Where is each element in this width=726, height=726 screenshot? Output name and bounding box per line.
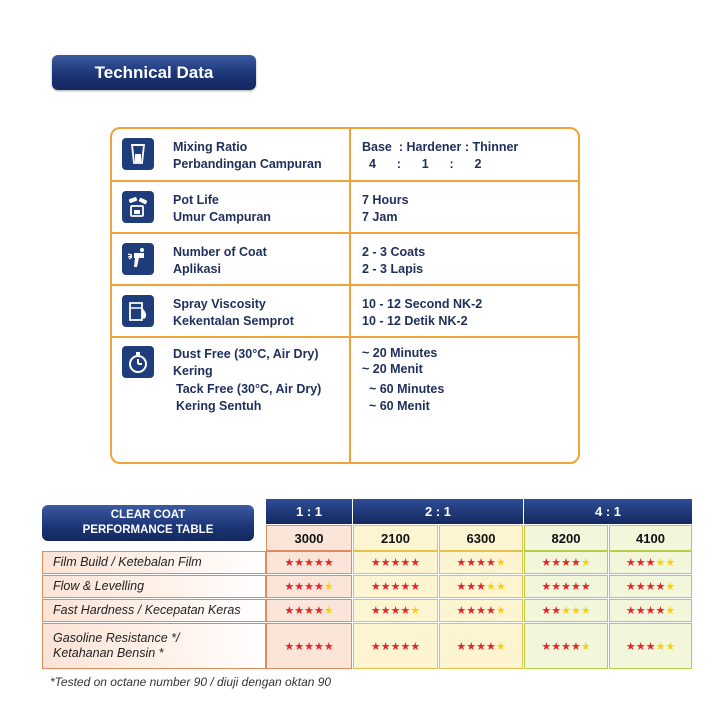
- star-icon: ★: [400, 605, 411, 617]
- star-icon: ★: [485, 557, 496, 569]
- star-icon: ★: [410, 581, 421, 593]
- pot-life-label-en: Pot Life: [173, 193, 219, 207]
- star-icon: ★: [485, 605, 496, 617]
- performance-header-line1: CLEAR COAT: [110, 509, 186, 521]
- star-icon: ★: [665, 605, 676, 617]
- star-icon: ★: [304, 640, 314, 653]
- tech-row-mixing-ratio: [112, 129, 578, 182]
- star-icon: ★: [645, 640, 656, 653]
- star-icon: ★: [541, 581, 552, 593]
- tack-free-value-en: ~ 60 Minutes: [362, 382, 445, 396]
- star-icon: ★: [456, 605, 467, 617]
- star-icon: ★: [580, 605, 591, 617]
- star-icon: ★: [284, 581, 295, 593]
- tack-free-label-en: Tack Free (30°C, Air Dry): [176, 382, 322, 396]
- star-icon: ★: [561, 605, 571, 617]
- star-icon: ★: [284, 605, 295, 617]
- star-icon: ★: [380, 581, 391, 593]
- star-icon: ★: [570, 605, 581, 617]
- star-icon: ★: [370, 640, 381, 653]
- star-icon: ★: [665, 581, 676, 593]
- star-icon: ★: [294, 581, 305, 593]
- star-icon: ★: [304, 557, 314, 569]
- flow-levelling-label: Flow & Levelling: [53, 579, 145, 593]
- star-icon: ★: [313, 581, 324, 593]
- mixing-ratio-label-en: Mixing Ratio: [173, 140, 248, 154]
- star-rating-2100-row-3: [353, 599, 438, 622]
- row-label-fast-hardness: [42, 599, 266, 622]
- tech-row-pot-life: [112, 182, 578, 234]
- star-icon: ★: [495, 605, 506, 617]
- star-icon: ★: [313, 605, 324, 617]
- star-icon: ★: [635, 640, 646, 653]
- star-rating-3000-row-4: [266, 623, 352, 669]
- star-icon: ★: [541, 605, 552, 617]
- star-icon: ★: [466, 581, 477, 593]
- star-icon: ★: [570, 581, 581, 593]
- row-label-film-build: [42, 551, 266, 574]
- tack-free-value-id: ~ 60 Menit: [362, 399, 430, 413]
- star-icon: ★: [635, 557, 646, 569]
- star-icon: ★: [294, 640, 305, 653]
- star-icon: ★: [495, 581, 506, 593]
- row-label-gasoline-resistance: [42, 623, 266, 669]
- star-icon: ★: [476, 581, 486, 593]
- star-icon: ★: [323, 581, 334, 593]
- star-icon: ★: [390, 605, 401, 617]
- star-rating-4100-row-3: [609, 599, 692, 622]
- star-icon: ★: [645, 557, 656, 569]
- dust-free-label-id: Kering: [173, 364, 213, 378]
- ratio-header-1-1: 1 : 1: [266, 499, 352, 524]
- star-icon: ★: [323, 640, 334, 653]
- star-icon: ★: [655, 557, 666, 569]
- star-icon: ★: [380, 640, 391, 653]
- star-icon: ★: [561, 581, 571, 593]
- product-code-3000: 3000: [266, 525, 352, 551]
- star-icon: ★: [635, 605, 646, 617]
- star-icon: ★: [580, 640, 591, 653]
- star-icon: ★: [580, 581, 591, 593]
- pot-life-label-id: Umur Campuran: [173, 210, 271, 224]
- star-icon: ★: [456, 557, 467, 569]
- star-icon: ★: [370, 581, 381, 593]
- number-of-coat-value-id: 2 - 3 Lapis: [362, 262, 424, 276]
- star-rating-4100-row-2: [609, 575, 692, 598]
- product-code-6300: 6300: [439, 525, 523, 551]
- star-icon: ★: [370, 605, 381, 617]
- star-icon: ★: [476, 640, 486, 653]
- star-icon: ★: [495, 640, 506, 653]
- dust-free-value-id: ~ 20 Menit: [362, 362, 423, 376]
- tech-row-number-of-coat: [112, 234, 578, 286]
- pot-life-value-id: 7 Jam: [362, 210, 398, 224]
- product-code-2100: 2100: [353, 525, 438, 551]
- gasoline-resistance-label-id: Ketahanan Bensin *: [53, 646, 164, 660]
- number-of-coat-value-en: 2 - 3 Coats: [362, 245, 426, 259]
- number-of-coat-label-id: Aplikasi: [173, 262, 221, 276]
- star-rating-3000-row-2: [266, 575, 352, 598]
- star-icon: ★: [370, 557, 381, 569]
- spray-viscosity-value-en: 10 - 12 Second NK-2: [362, 297, 483, 311]
- star-icon: ★: [655, 605, 666, 617]
- star-icon: ★: [313, 557, 324, 569]
- star-icon: ★: [665, 640, 676, 653]
- star-rating-6300-row-3: [439, 599, 523, 622]
- number-of-coat-label-en: Number of Coat: [173, 245, 267, 259]
- star-rating-2100-row-4: [353, 623, 438, 669]
- row-label-flow-levelling: [42, 575, 266, 598]
- mixing-ratio-value-header: Base : Hardener : Thinner: [362, 140, 519, 154]
- star-icon: ★: [635, 581, 646, 593]
- star-icon: ★: [561, 640, 571, 653]
- star-rating-8200-row-4: [524, 623, 608, 669]
- star-icon: ★: [400, 557, 411, 569]
- star-icon: ★: [625, 605, 636, 617]
- gasoline-resistance-label: Gasoline Resistance */: [53, 631, 180, 645]
- star-icon: ★: [570, 640, 581, 653]
- dust-free-label-en: Dust Free (30°C, Air Dry): [173, 347, 319, 361]
- star-rating-6300-row-1: [439, 551, 523, 574]
- star-rating-8200-row-1: [524, 551, 608, 574]
- star-icon: ★: [655, 581, 666, 593]
- spray-viscosity-label-en: Spray Viscosity: [173, 297, 266, 311]
- star-icon: ★: [400, 581, 411, 593]
- star-rating-4100-row-1: [609, 551, 692, 574]
- dust-free-value-en: ~ 20 Minutes: [362, 346, 438, 360]
- star-icon: ★: [625, 640, 636, 653]
- star-rating-4100-row-4: [609, 623, 692, 669]
- viscosity-icon: [122, 295, 154, 327]
- star-rating-3000-row-3: [266, 599, 352, 622]
- star-icon: ★: [390, 557, 401, 569]
- star-icon: ★: [561, 557, 571, 569]
- mixing-ratio-value-numbers: 4 : 1 : 2: [362, 157, 482, 171]
- mixing-cup-icon: [122, 138, 154, 170]
- star-icon: ★: [304, 581, 314, 593]
- star-icon: ★: [541, 557, 552, 569]
- star-icon: ★: [304, 605, 314, 617]
- star-icon: ★: [625, 581, 636, 593]
- star-icon: ★: [625, 557, 636, 569]
- star-rating-8200-row-3: [524, 599, 608, 622]
- star-icon: ★: [410, 605, 421, 617]
- star-icon: ★: [665, 557, 676, 569]
- fast-hardness-label: Fast Hardness / Kecepatan Keras: [53, 603, 241, 617]
- star-icon: ★: [294, 605, 305, 617]
- star-icon: ★: [323, 605, 334, 617]
- page-title: Technical Data: [52, 55, 256, 90]
- star-icon: ★: [400, 640, 411, 653]
- star-icon: ★: [541, 640, 552, 653]
- star-icon: ★: [551, 640, 562, 653]
- star-icon: ★: [323, 557, 334, 569]
- mixing-ratio-label-id: Perbandingan Campuran: [173, 157, 322, 171]
- star-icon: ★: [580, 557, 591, 569]
- footnote: *Tested on octane number 90 / diuji dengan oktan 90: [50, 675, 332, 689]
- spray-viscosity-value-id: 10 - 12 Detik NK-2: [362, 314, 468, 328]
- spray-viscosity-label-id: Kekentalan Semprot: [173, 314, 294, 328]
- star-icon: ★: [466, 557, 477, 569]
- star-icon: ★: [570, 557, 581, 569]
- star-icon: ★: [284, 640, 295, 653]
- star-icon: ★: [456, 640, 467, 653]
- spray-gun-icon: [122, 243, 154, 275]
- star-icon: ★: [655, 640, 666, 653]
- ratio-header-2-1: 2 : 1: [353, 499, 523, 524]
- pot-life-icon: [122, 191, 154, 223]
- performance-header-line2: PERFORMANCE TABLE: [82, 524, 214, 536]
- star-rating-6300-row-2: [439, 575, 523, 598]
- star-rating-2100-row-1: [353, 551, 438, 574]
- tech-row-drying-time: [112, 338, 578, 464]
- product-code-4100: 4100: [609, 525, 692, 551]
- star-icon: ★: [551, 581, 562, 593]
- star-icon: ★: [410, 557, 421, 569]
- star-icon: ★: [456, 581, 467, 593]
- star-rating-8200-row-2: [524, 575, 608, 598]
- star-icon: ★: [645, 581, 656, 593]
- star-icon: ★: [551, 557, 562, 569]
- star-icon: ★: [313, 640, 324, 653]
- star-icon: ★: [551, 605, 562, 617]
- star-icon: ★: [476, 605, 486, 617]
- star-rating-6300-row-4: [439, 623, 523, 669]
- technical-data-table: [110, 127, 580, 464]
- stopwatch-icon: [122, 346, 154, 378]
- star-rating-2100-row-2: [353, 575, 438, 598]
- star-icon: ★: [476, 557, 486, 569]
- star-icon: ★: [645, 605, 656, 617]
- ratio-header-4-1: 4 : 1: [524, 499, 692, 524]
- star-icon: ★: [495, 557, 506, 569]
- star-icon: ★: [485, 581, 496, 593]
- star-rating-3000-row-1: [266, 551, 352, 574]
- star-icon: ★: [390, 640, 401, 653]
- star-icon: ★: [466, 605, 477, 617]
- star-icon: ★: [380, 605, 391, 617]
- star-icon: ★: [380, 557, 391, 569]
- film-build-label: Film Build / Ketebalan Film: [53, 555, 202, 569]
- star-icon: ★: [284, 557, 295, 569]
- star-icon: ★: [390, 581, 401, 593]
- star-icon: ★: [466, 640, 477, 653]
- tack-free-label-id: Kering Sentuh: [176, 399, 262, 413]
- star-icon: ★: [410, 640, 421, 653]
- star-icon: ★: [485, 640, 496, 653]
- product-code-8200: 8200: [524, 525, 608, 551]
- tech-row-spray-viscosity: [112, 286, 578, 338]
- star-icon: ★: [294, 557, 305, 569]
- performance-table-header: [42, 505, 254, 541]
- pot-life-value-en: 7 Hours: [362, 193, 409, 207]
